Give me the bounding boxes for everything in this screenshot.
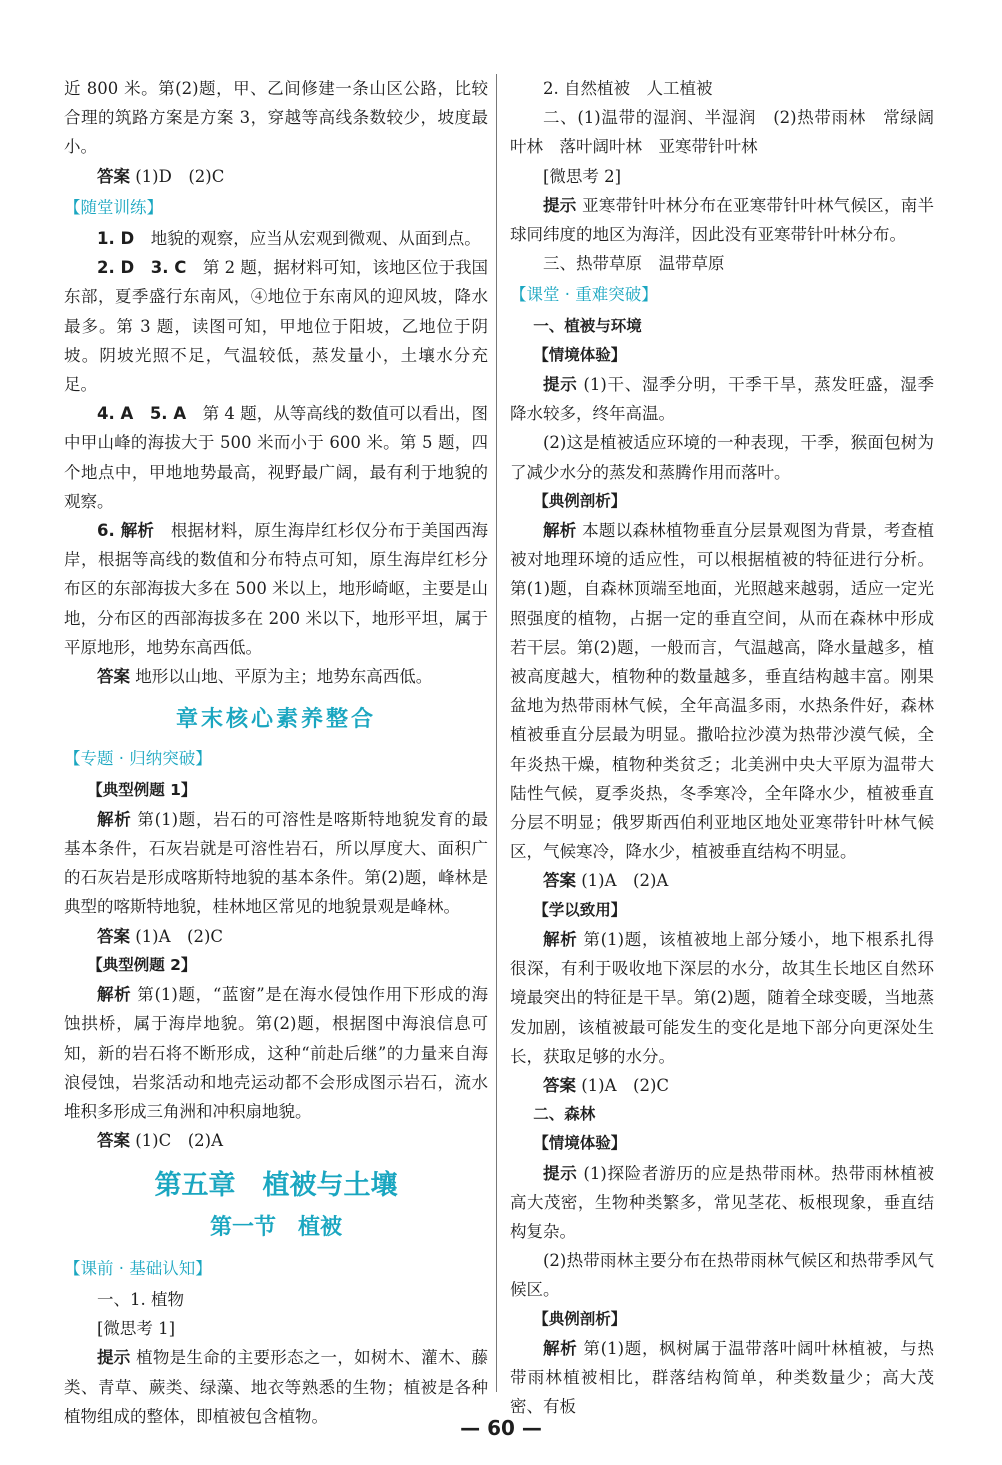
question xyxy=(64,399,488,516)
analysis-text: 第(1)题，“蓝窗”是在海水侵蚀作用下形成的海蚀拱桥，属于海岸地貌。第(2)题，根据图中海浪信息可知，新的岩石将不断形成，这种“前赴后继”的力量来自海浪侵蚀，岩浆活动和地壳运动都不会形成图示岩石，流水堆积多形成三角洲和冲积扇地貌。 xyxy=(64,985,488,1121)
question xyxy=(64,516,488,662)
answer-line xyxy=(64,162,488,191)
answer-line xyxy=(64,662,488,691)
question xyxy=(64,224,488,253)
analysis-text: 第(1)题，岩石的可溶性是喀斯特地貌发育的最基本条件，石灰岩就是可溶性岩石，所以厚度大、面积广的石灰岩是形成喀斯特地貌的基本条件。第(2)题，峰林是典型的喀斯特地貌，桂林地区常见的地貌景观是峰林。 xyxy=(64,809,489,917)
tip xyxy=(510,1159,934,1247)
paragraph: (2)热带雨林主要分布在热带雨林气候区和热带季风气候区。 xyxy=(510,1251,934,1300)
analysis-text: 第(1)题，枫树属于温带落叶阔叶林植被，与热带雨林植被相比，群落结构简单，种类数量少；高大茂密、有板 xyxy=(510,1338,935,1417)
question-number: 6. 解析 xyxy=(97,521,155,541)
section-heading: 【随堂训练】 xyxy=(64,197,163,217)
answer-text: (1)C (2)A xyxy=(130,1131,224,1151)
analysis-text: 本题以森林植物垂直分层景观图为背景，考查植被对地理环境的适应性，可以根据植被的特征进行分析。第(1)题，自森林顶端至地面，光照越来越弱，适应一定光照强度的植物，占据一定的垂直空间，从而在森林中形成若干层。第(2)题，一般而言，气温越高，降水量越多，植被高度越大，植物种的数量越多，垂直结构越丰富。刚果盆地为热带雨林气候，全年高温多雨，水热条件好，森林植被垂直分层最为明显。撒哈拉沙漠为热带沙漠气候，全年炎热干燥，植物种类贫乏；北美洲中央大平原为温带大陆性气候，夏季炎热，冬季寒冷，全年降水少，植被垂直分层不明显；俄罗斯西伯利亚地区地处亚寒带针叶林气候区，气候寒冷，降水少，植被垂直结构不明显。 xyxy=(510,521,934,862)
analysis xyxy=(64,805,488,922)
subheading: 【情境体验】 xyxy=(533,1134,627,1153)
analysis-label: 解析 xyxy=(97,809,132,829)
right-column xyxy=(510,74,934,1421)
example-heading: 【典型例题 2】 xyxy=(87,955,197,974)
question-number: 2. D 3. C xyxy=(97,258,187,278)
analysis-label: 解析 xyxy=(97,985,132,1005)
tip xyxy=(510,191,934,249)
answer-text: (1)A (2)C xyxy=(576,1075,670,1095)
answer-line xyxy=(64,1126,488,1155)
tip-label: 提示 xyxy=(543,1163,578,1183)
tip-label: 提示 xyxy=(97,1348,131,1368)
tip-text: 植物是生命的主要形态之一，如树木、灌木、藤类、青草、蕨类、绿藻、地衣等熟悉的生物；植被是各种植物组成的整体，即植被包含植物。 xyxy=(64,1348,488,1426)
tip xyxy=(510,370,934,428)
answer-text: (1)A (2)A xyxy=(576,871,669,891)
tip-label: 提示 xyxy=(543,375,578,395)
answer-text: (1)A (2)C xyxy=(130,926,224,946)
left-column xyxy=(64,74,488,1431)
section-heading: 【课堂 · 重难突破】 xyxy=(510,285,658,305)
subheading: 【典例剖析】 xyxy=(533,491,627,510)
analysis xyxy=(510,516,934,866)
question-text: 第 2 题，据材料可知，该地区位于我国东部，夏季盛行东南风，④地位于东南风的迎风坡，降水最多。第 3 题，读图可知，甲地位于阳坡，乙地位于阴坡。阴坡光照不足，气温较低，蒸发量小，土壤水分充足。 xyxy=(64,258,488,395)
column-divider xyxy=(496,74,497,1392)
answer-line xyxy=(64,922,488,951)
paragraph: 三、热带草原 温带草原 xyxy=(543,254,725,274)
section-title: 第一节 植被 xyxy=(209,1213,342,1240)
think-heading: [微思考 1] xyxy=(97,1319,176,1339)
answer-label: 答案 xyxy=(97,667,130,687)
answer-line xyxy=(510,1071,934,1100)
question-number: 4. A 5. A xyxy=(97,404,187,424)
chapter-summary-title: 章末核心素养整合 xyxy=(175,706,376,733)
section-heading: 【课前 · 基础认知】 xyxy=(64,1258,212,1278)
answer-label: 答案 xyxy=(97,1131,130,1151)
analysis-label: 解析 xyxy=(543,929,578,949)
tip-label: 提示 xyxy=(543,195,577,215)
example-heading: 【典型例题 1】 xyxy=(87,780,197,799)
answer-label: 答案 xyxy=(97,166,130,186)
page-number: — 60 — xyxy=(460,1416,542,1440)
paragraph: 二、(1)温带的湿润、半湿润 (2)热带雨林 常绿阔叶林 落叶阔叶林 亚寒带针叶林 xyxy=(510,108,934,157)
subheading: 【情境体验】 xyxy=(533,345,627,364)
analysis-text: 第(1)题，该植被地上部分矮小，地下根系扎得很深，有利于吸收地下深层的水分，故其生长地区自然环境最突出的特征是干旱。第(2)题，随着全球变暖，当地蒸发加剧，该植被最可能发生的变化是地下部分向更深处生长，获取足够的水分。 xyxy=(510,929,935,1066)
subheading: 二、森林 xyxy=(533,1105,596,1124)
question-text: 第 4 题，从等高线的数值可以看出，图中甲山峰的海拔大于 500 米而小于 600 米。第 5 题，四个地点中，甲地地势最高，视野最广阔，最有利于地貌的观察。 xyxy=(64,404,488,511)
tip-text: 亚寒带针叶林分布在亚寒带针叶林气候区，南半球同纬度的地区为海洋，因此没有亚寒带针叶林分布。 xyxy=(510,195,934,245)
analysis xyxy=(510,925,934,1071)
paragraph: 近 800 米。第(2)题，甲、乙间修建一条山区公路，比较合理的筑路方案是方案 3，穿越等高线条数较少，坡度最小。 xyxy=(64,79,488,157)
chapter-title: 第五章 植被与土壤 xyxy=(154,1170,398,1202)
analysis xyxy=(64,980,488,1126)
tip-text: (1)干、湿季分明，干季干旱，蒸发旺盛，湿季降水较多，终年高温。 xyxy=(510,375,935,424)
subheading: 【学以致用】 xyxy=(533,900,627,919)
question-text: 根据材料，原生海岸红杉仅分布于美国西海岸，根据等高线的数值和分布特点可知，原生海岸红杉分布区的东部海拔大多在 500 米以上，地形崎岖，主要是山地，分布区的西部海拔多在 200 米以下，地形平坦，属于平原地形，地势东高西低。 xyxy=(64,521,488,657)
subheading: 一、植被与环境 xyxy=(533,316,642,335)
answer-label: 答案 xyxy=(543,871,576,891)
analysis xyxy=(510,1334,934,1422)
subheading: 【典例剖析】 xyxy=(533,1309,627,1328)
section-heading: 【专题 · 归纳突破】 xyxy=(64,749,212,769)
answer-line xyxy=(510,866,934,895)
question-text: 地貌的观察，应当从宏观到微观、从面到点。 xyxy=(134,229,481,249)
paragraph: 2. 自然植被 人工植被 xyxy=(543,79,713,98)
paragraph: (2)这是植被适应环境的一种表现，干季，猴面包树为了减少水分的蒸发和蒸腾作用而落叶。 xyxy=(510,433,934,482)
answer-text: (1)D (2)C xyxy=(130,166,225,186)
analysis-label: 解析 xyxy=(543,1338,578,1358)
analysis-label: 解析 xyxy=(543,521,577,541)
answer-text: 地形以山地、平原为主；地势东高西低。 xyxy=(130,667,433,687)
think-heading: [微思考 2] xyxy=(543,166,622,186)
answer-label: 答案 xyxy=(543,1075,576,1095)
question xyxy=(64,253,488,399)
tip-text: (1)探险者游历的应是热带雨林。热带雨林植被高大茂密，生物种类繁多，常见茎花、板根现象，垂直结构复杂。 xyxy=(510,1163,935,1241)
paragraph: 一、1. 植物 xyxy=(97,1289,184,1309)
question-number: 1. D xyxy=(97,229,135,249)
answer-label: 答案 xyxy=(97,926,130,946)
